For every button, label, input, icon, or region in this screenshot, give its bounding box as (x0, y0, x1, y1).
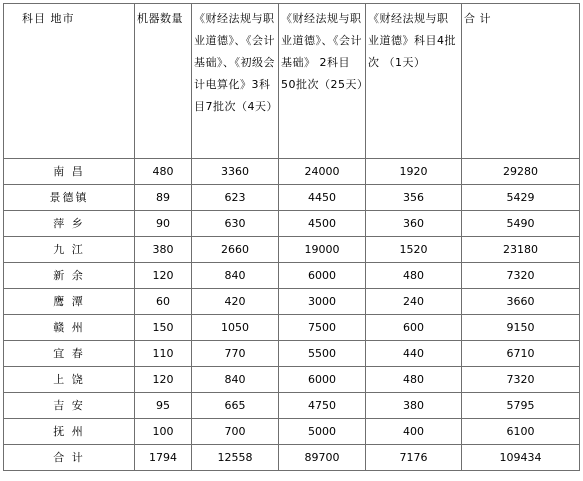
cell-machine-count: 89 (135, 185, 192, 211)
table-row (4, 159, 580, 185)
cell-three-subjects: 623 (192, 185, 279, 211)
cell-two-subjects: 4500 (279, 211, 366, 237)
cell-machine-count: 1794 (135, 445, 192, 471)
cell-city-name: 新 余 (4, 263, 135, 289)
cell-three-subjects: 840 (192, 367, 279, 393)
cell-three-subjects: 840 (192, 263, 279, 289)
table-row (4, 211, 580, 237)
cell-one-subject: 1920 (366, 159, 462, 185)
cell-city-name: 宜 春 (4, 341, 135, 367)
cell-machine-count: 90 (135, 211, 192, 237)
cell-one-subject: 7176 (366, 445, 462, 471)
cell-two-subjects: 4450 (279, 185, 366, 211)
cell-one-subject: 360 (366, 211, 462, 237)
table-row (4, 419, 580, 445)
cell-two-subjects: 4750 (279, 393, 366, 419)
cell-city-name: 上 饶 (4, 367, 135, 393)
cell-machine-count: 60 (135, 289, 192, 315)
cell-three-subjects: 420 (192, 289, 279, 315)
cell-three-subjects: 770 (192, 341, 279, 367)
table-row (4, 367, 580, 393)
cell-city-name: 吉 安 (4, 393, 135, 419)
cell-two-subjects: 7500 (279, 315, 366, 341)
table-header-row (4, 4, 580, 159)
cell-total: 7320 (462, 367, 580, 393)
cell-city-name: 赣 州 (4, 315, 135, 341)
cell-three-subjects: 1050 (192, 315, 279, 341)
cell-one-subject: 400 (366, 419, 462, 445)
cell-three-subjects: 630 (192, 211, 279, 237)
table-row (4, 263, 580, 289)
cell-one-subject: 1520 (366, 237, 462, 263)
cell-three-subjects: 665 (192, 393, 279, 419)
cell-total: 5490 (462, 211, 580, 237)
table-row (4, 315, 580, 341)
cell-one-subject: 240 (366, 289, 462, 315)
header-cell-total: 合 计 (462, 4, 580, 159)
cell-total: 109434 (462, 445, 580, 471)
cell-three-subjects: 2660 (192, 237, 279, 263)
cell-total: 6100 (462, 419, 580, 445)
cell-total: 3660 (462, 289, 580, 315)
table-row (4, 185, 580, 211)
cell-machine-count: 100 (135, 419, 192, 445)
cell-two-subjects: 24000 (279, 159, 366, 185)
header-cell-subject-city: 科目 地市 (4, 4, 135, 159)
table-row (4, 237, 580, 263)
cell-total: 6710 (462, 341, 580, 367)
cell-machine-count: 110 (135, 341, 192, 367)
cell-city-name: 南 昌 (4, 159, 135, 185)
cell-city-name: 合 计 (4, 445, 135, 471)
cell-one-subject: 480 (366, 263, 462, 289)
cell-two-subjects: 89700 (279, 445, 366, 471)
cell-machine-count: 150 (135, 315, 192, 341)
cell-one-subject: 356 (366, 185, 462, 211)
header-cell-three-subjects: 《财经法规与职业道德》、《会计基础》、《初级会计电算化》3科目7批次（4天） (192, 4, 279, 159)
cell-city-name: 鹰 潭 (4, 289, 135, 315)
header-cell-two-subjects: 《财经法规与职业道德》、《会计基础》 2科目50批次（25天） (279, 4, 366, 159)
cell-total: 9150 (462, 315, 580, 341)
exam-schedule-table (3, 3, 580, 471)
cell-one-subject: 480 (366, 367, 462, 393)
cell-two-subjects: 19000 (279, 237, 366, 263)
cell-total: 7320 (462, 263, 580, 289)
cell-total: 5429 (462, 185, 580, 211)
cell-two-subjects: 6000 (279, 367, 366, 393)
cell-city-name: 九 江 (4, 237, 135, 263)
cell-two-subjects: 5500 (279, 341, 366, 367)
cell-three-subjects: 3360 (192, 159, 279, 185)
cell-two-subjects: 3000 (279, 289, 366, 315)
header-cell-one-subject: 《财经法规与职业道德》科目4批次 （1天） (366, 4, 462, 159)
cell-one-subject: 380 (366, 393, 462, 419)
cell-machine-count: 120 (135, 367, 192, 393)
table-row (4, 341, 580, 367)
cell-city-name: 景德镇 (4, 185, 135, 211)
header-cell-machine-count: 机器数量 (135, 4, 192, 159)
cell-machine-count: 380 (135, 237, 192, 263)
cell-total: 29280 (462, 159, 580, 185)
total-row (4, 445, 580, 471)
cell-machine-count: 95 (135, 393, 192, 419)
cell-total: 23180 (462, 237, 580, 263)
cell-one-subject: 440 (366, 341, 462, 367)
cell-city-name: 抚 州 (4, 419, 135, 445)
cell-machine-count: 120 (135, 263, 192, 289)
cell-two-subjects: 5000 (279, 419, 366, 445)
cell-two-subjects: 6000 (279, 263, 366, 289)
cell-total: 5795 (462, 393, 580, 419)
cell-machine-count: 480 (135, 159, 192, 185)
table-row (4, 393, 580, 419)
cell-three-subjects: 12558 (192, 445, 279, 471)
cell-three-subjects: 700 (192, 419, 279, 445)
cell-one-subject: 600 (366, 315, 462, 341)
cell-city-name: 萍 乡 (4, 211, 135, 237)
table-row (4, 289, 580, 315)
